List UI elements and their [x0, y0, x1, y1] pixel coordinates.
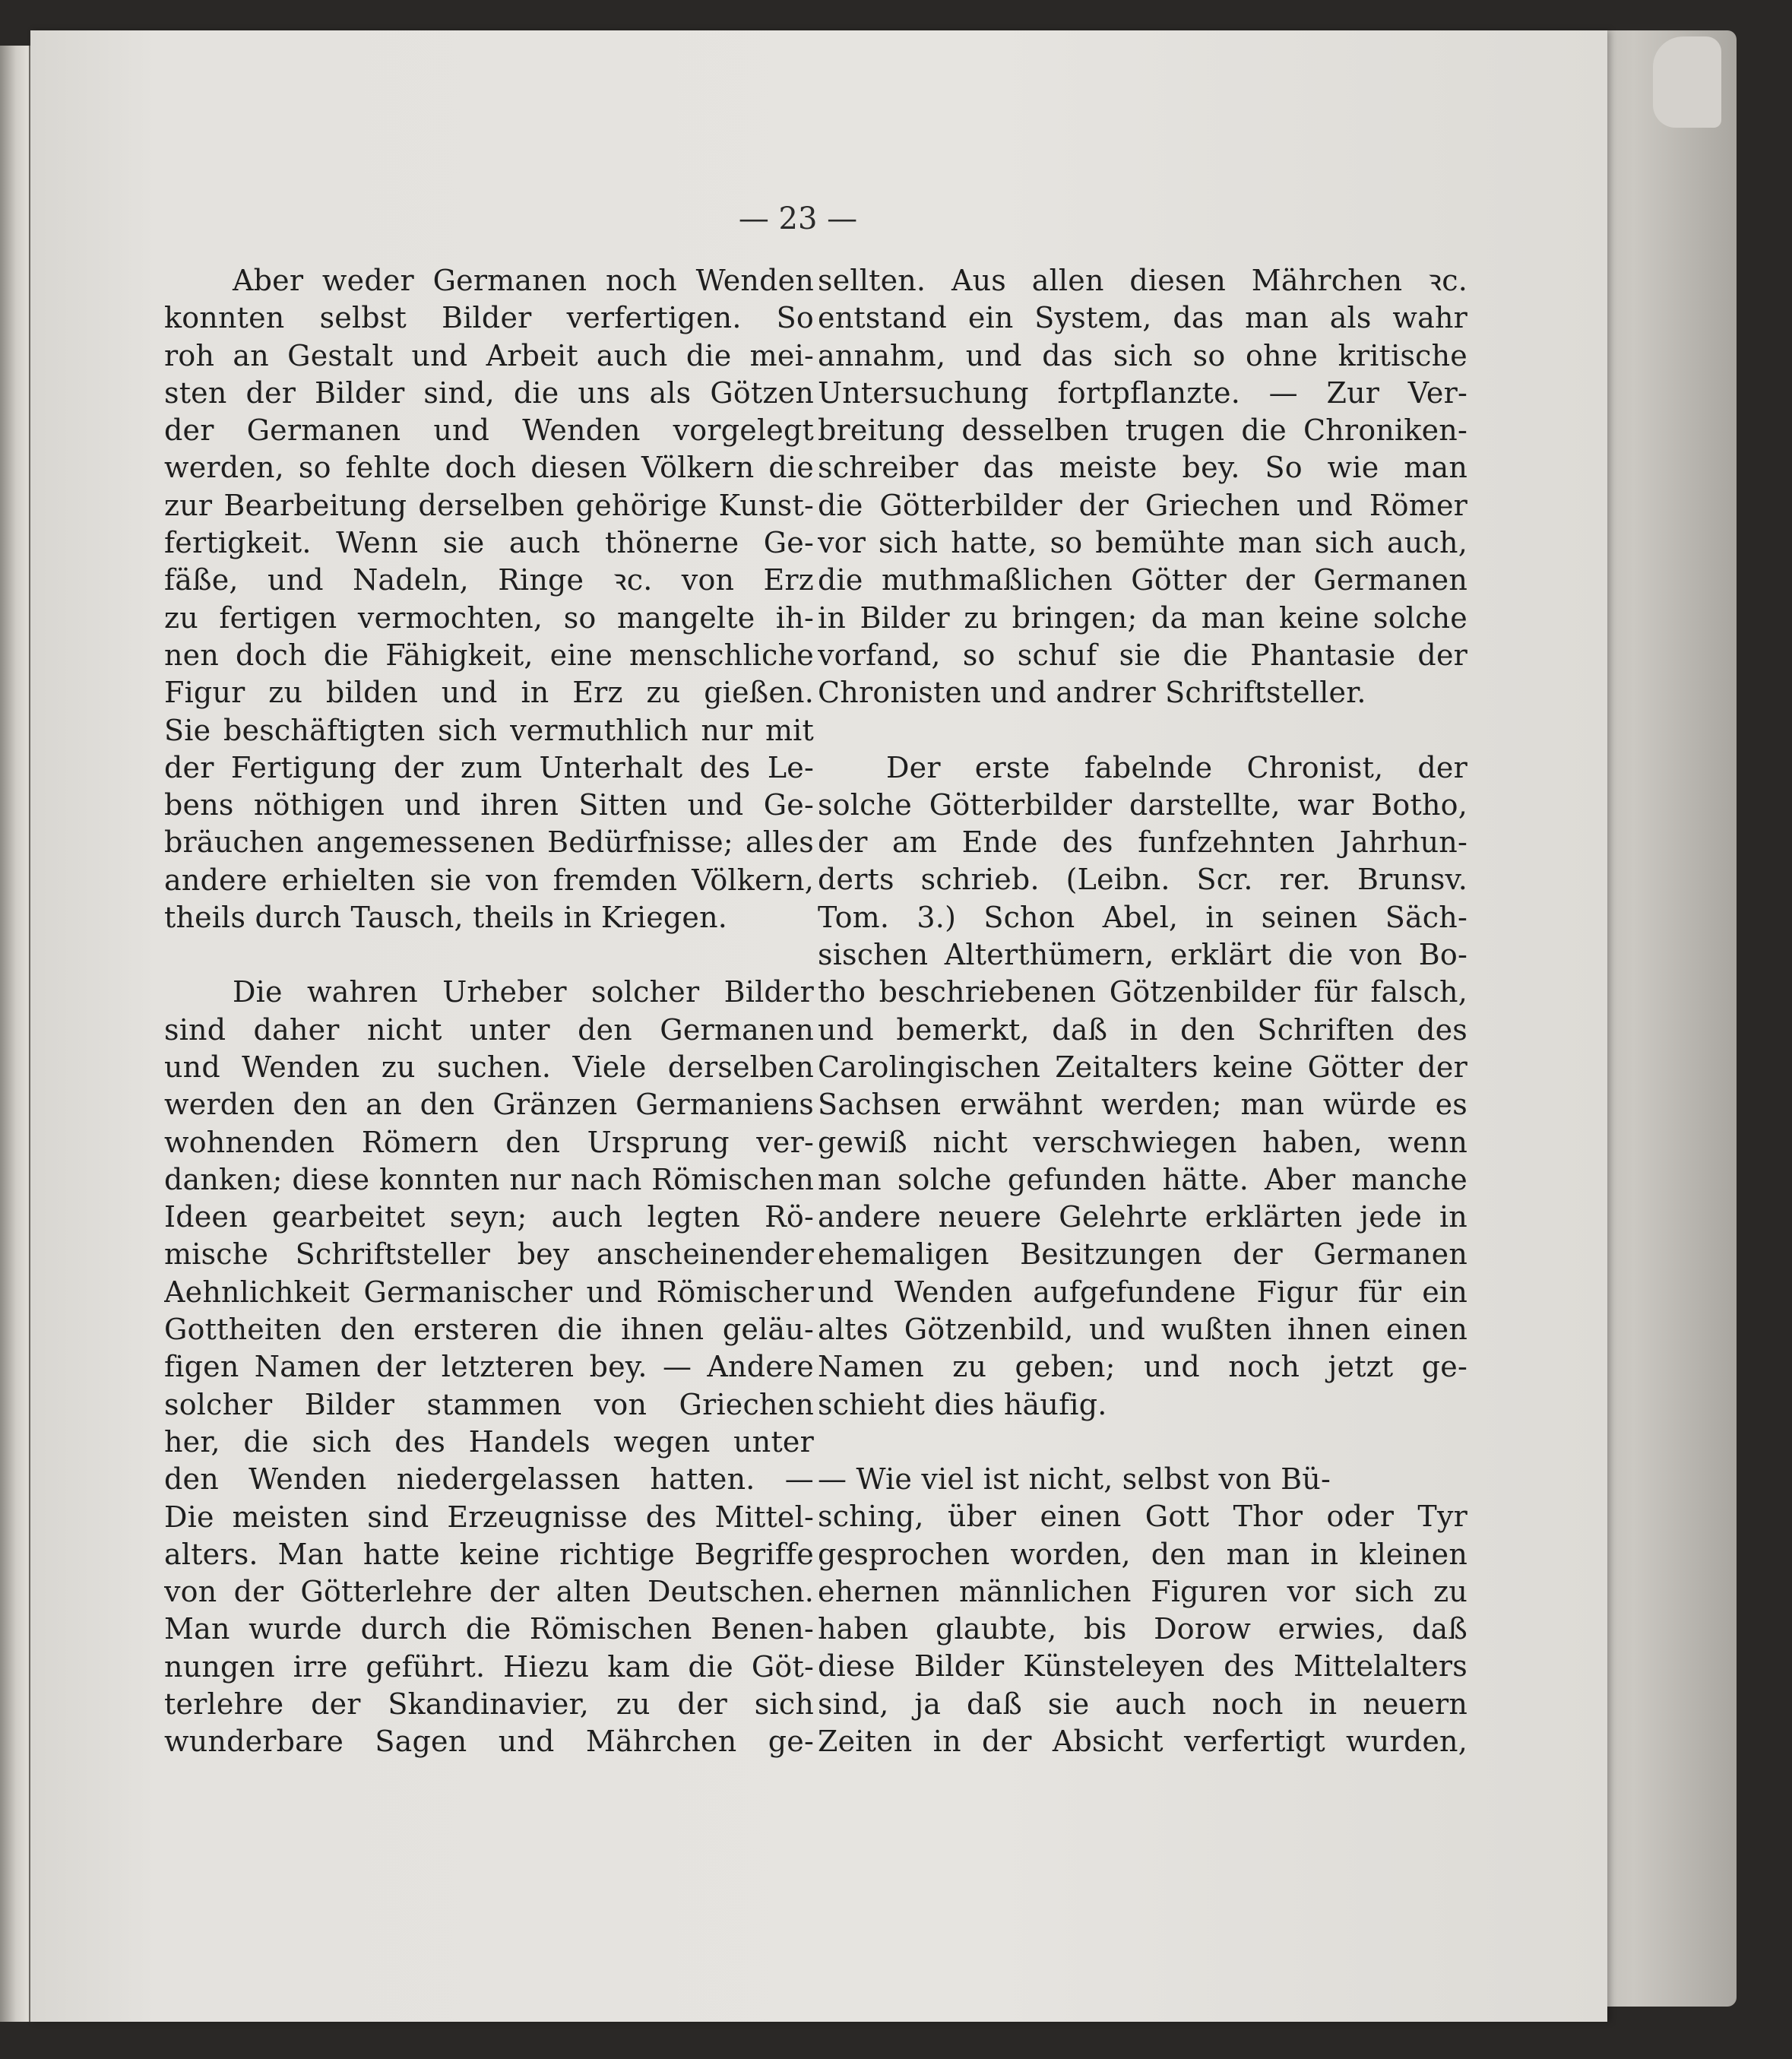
text-line: in Bilder zu bringen; da man keine solche [818, 600, 1467, 635]
text-line: Der erste fabelnde Chronist, der [886, 750, 1467, 784]
text-line: die muthmaßlichen Götter der Germanen [818, 563, 1467, 597]
text-line: vor sich hatte, so bemühte man sich auch, [818, 526, 1467, 560]
text-line: Aber weder Germanen noch Wenden [233, 264, 814, 297]
text-line: konnten selbst Bilder verfertigen. So [164, 301, 814, 335]
text-line: solche Götterbilder darstellte, war Botho, [818, 787, 1467, 822]
text-line: annahm, und das sich so ohne kritische [818, 338, 1467, 372]
text-line: diese Bilder Künsteleyen des Mittelalters [818, 1649, 1467, 1684]
text-line: und Wenden zu suchen. Viele derselben [164, 1050, 814, 1084]
text-line: sten der Bilder sind, die uns als Götzen [164, 375, 814, 410]
paragraph-gap [164, 936, 814, 974]
text-line: alters. Man hatte keine richtige Begriffe [164, 1537, 814, 1571]
text-line: und Wenden aufgefundene Figur für ein [818, 1275, 1467, 1309]
text-line: Sie beschäftigten sich vermuthlich nur mit [164, 713, 814, 747]
text-line: Namen zu geben; und noch jetzt ge- [818, 1350, 1467, 1384]
text-line: Gottheiten den ersteren die ihnen geläu- [164, 1313, 814, 1347]
text-line: danken; diese konnten nur nach Römischen [164, 1162, 814, 1196]
text-line: tho beschriebenen Götzenbilder für falsch, [818, 975, 1467, 1009]
text-line: Tom. 3.) Schon Abel, in seinen Säch- [818, 900, 1467, 934]
text-line: Untersuchung fortpflanzte. — Zur Ver- [818, 375, 1467, 410]
text-line: werden den an den Gränzen Germaniens [164, 1088, 814, 1122]
text-line: Man wurde durch die Römischen Benen- [164, 1612, 814, 1646]
text-line: zu fertigen vermochten, so mangelte ih- [164, 600, 814, 635]
page-corner [1653, 36, 1721, 128]
text-line: ehemaligen Besitzungen der Germanen [818, 1237, 1467, 1272]
text-line: gesprochen worden, den man in kleinen [818, 1537, 1467, 1571]
paragraph-gap [818, 1424, 1467, 1461]
text-line: solcher Bilder stammen von Griechen [164, 1387, 814, 1421]
text-line: sellten. Aus allen diesen Mährchen ꝛc. [818, 264, 1467, 297]
text-line: werden, so fehlte doch diesen Völkern die [164, 451, 814, 485]
text-line: mische Schriftsteller bey anscheinender [164, 1237, 814, 1272]
text-line: sischen Alterthümern, erklärt die von Bo- [818, 938, 1467, 972]
book-page [30, 30, 1607, 2022]
text-line: sching, über einen Gott Thor oder Tyr [818, 1500, 1467, 1534]
text-line: entstand ein System, das man als wahr [818, 301, 1467, 335]
text-line: Ideen gearbeitet seyn; auch legten Rö- [164, 1200, 814, 1234]
text-line: her, die sich des Handels wegen unter [164, 1424, 814, 1459]
text-line: schieht dies häufig. [818, 1387, 1107, 1421]
paragraph-gap [818, 712, 1467, 749]
text-line: fäße, und Nadeln, Ringe ꝛc. von Erz [164, 563, 814, 597]
text-line: sind, ja daß sie auch noch in neuern [818, 1687, 1467, 1721]
text-line: roh an Gestalt und Arbeit auch die mei- [164, 338, 814, 372]
text-line: Figur zu bilden und in Erz zu gießen. [164, 676, 814, 710]
text-line: haben glaubte, bis Dorow erwies, daß [818, 1612, 1467, 1646]
text-line: nungen irre geführt. Hiezu kam die Göt- [164, 1649, 814, 1684]
text-line: nen doch die Fähigkeit, eine menschliche [164, 638, 814, 672]
text-line: fertigkeit. Wenn sie auch thönerne Ge- [164, 526, 814, 560]
text-line: zur Bearbeitung derselben gehörige Kunst- [164, 488, 814, 522]
text-line: bens nöthigen und ihren Sitten und Ge- [164, 788, 814, 822]
text-line: Chronisten und andrer Schriftsteller. [818, 676, 1366, 710]
text-line: man solche gefunden hätte. Aber manche [818, 1162, 1467, 1196]
text-line: Zeiten in der Absicht verfertigt wurden, [818, 1724, 1467, 1758]
text-line: wunderbare Sagen und Mährchen ge- [164, 1725, 814, 1759]
text-line: sind daher nicht unter den Germanen [164, 1012, 814, 1047]
text-line: gewiß nicht verschwiegen haben, wenn [818, 1125, 1467, 1159]
text-line: Die wahren Urheber solcher Bilder [233, 975, 814, 1009]
text-line: die Götterbilder der Griechen und Römer [818, 488, 1467, 522]
text-line: den Wenden niedergelassen hatten. — [164, 1462, 814, 1497]
text-line: Carolingischen Zeitalters keine Götter der [818, 1050, 1467, 1084]
text-line: terlehre der Skandinavier, zu der sich [164, 1687, 814, 1721]
text-line: theils durch Tausch, theils in Kriegen. [164, 901, 728, 935]
right-text-column [818, 262, 1467, 1760]
text-line: andere neuere Gelehrte erklärten jede in [818, 1200, 1467, 1234]
text-line: und bemerkt, daß in den Schriften des [818, 1012, 1467, 1047]
facing-page-edge [0, 46, 30, 2022]
text-line: wohnenden Römern den Ursprung ver- [164, 1125, 814, 1159]
text-line: figen Namen der letzteren bey. — Andere [164, 1350, 814, 1384]
text-line: Aehnlichkeit Germanischer und Römischer [164, 1275, 814, 1309]
text-line: andere erhielten sie von fremden Völkern, [164, 863, 814, 897]
text-line: breitung desselben trugen die Chroniken- [818, 413, 1467, 448]
text-line: der am Ende des funfzehnten Jahrhun- [818, 825, 1467, 860]
text-line: derts schrieb. (Leibn. Scr. rer. Brunsv. [818, 863, 1467, 897]
text-line: vorfand, so schuf sie die Phantasie der [818, 638, 1467, 672]
text-line: bräuchen angemessenen Bedürfnisse; alles [164, 825, 814, 860]
text-line: ehernen männlichen Figuren vor sich zu [818, 1574, 1467, 1608]
text-line: altes Götzenbild, und wußten ihnen einen [818, 1313, 1467, 1347]
text-line: — Wie viel ist nicht, selbst von Bü- [818, 1462, 1331, 1496]
page-number: — 23 — [738, 201, 858, 236]
text-line: der Fertigung der zum Unterhalt des Le- [164, 750, 814, 784]
text-line: schreiber das meiste bey. So wie man [818, 451, 1467, 485]
left-text-column [164, 262, 814, 1761]
text-line: Sachsen erwähnt werden; man würde es [818, 1088, 1467, 1122]
text-line: Die meisten sind Erzeugnisse des Mittel- [164, 1500, 814, 1534]
text-line: der Germanen und Wenden vorgelegt [164, 413, 814, 448]
text-line: von der Götterlehre der alten Deutschen. [164, 1575, 814, 1609]
